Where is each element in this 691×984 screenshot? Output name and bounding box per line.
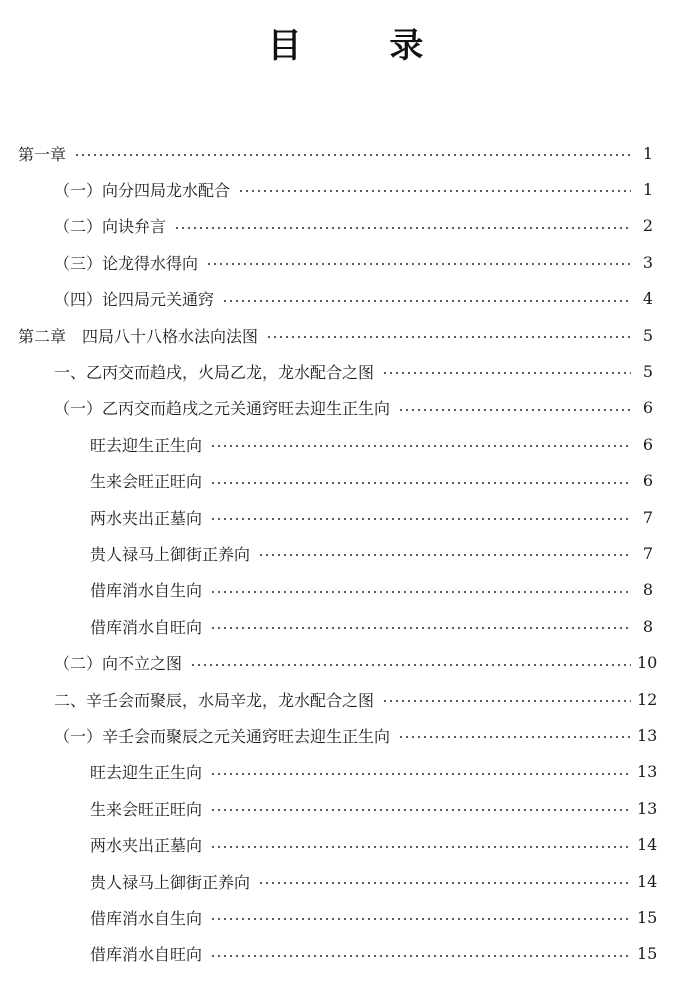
toc-entry-page: 15 xyxy=(637,944,658,964)
dot-leader xyxy=(210,955,631,957)
dot-leader xyxy=(210,518,631,520)
toc-entry-label: 贵人禄马上御街正养向 xyxy=(90,872,251,892)
toc-entry-label: （一）乙丙交而趋戌之元关通窍旺去迎生正生向 xyxy=(54,399,391,419)
toc-entry-label: 第一章 xyxy=(18,144,67,164)
toc-entry-page: 6 xyxy=(642,434,653,454)
dot-leader xyxy=(210,918,631,920)
dot-leader xyxy=(382,700,631,702)
page-title: 目 录 xyxy=(267,26,462,66)
dot-leader xyxy=(210,445,631,447)
toc-entry[interactable] xyxy=(0,353,691,389)
toc-entry[interactable] xyxy=(0,426,691,462)
toc-entry-label: 一、乙丙交而趋戌，火局乙龙，龙水配合之图 xyxy=(54,362,375,382)
toc-entry[interactable] xyxy=(0,936,691,972)
toc-entry[interactable] xyxy=(0,171,691,207)
toc-entry-page: 8 xyxy=(642,616,653,636)
dot-leader xyxy=(238,190,631,192)
toc-entry-page: 13 xyxy=(637,798,658,818)
toc-entry-label: 两水夹出正墓向 xyxy=(90,508,203,528)
toc-entry[interactable] xyxy=(0,390,691,426)
toc-entry-label: （一）辛壬会而聚辰之元关通窍旺去迎生正生向 xyxy=(54,726,391,746)
toc-entry[interactable] xyxy=(0,535,691,571)
toc-entry-page: 8 xyxy=(642,580,653,600)
toc-entry-label: 生来会旺正旺向 xyxy=(90,799,203,819)
dot-leader xyxy=(398,409,631,411)
toc-entry[interactable] xyxy=(0,645,691,681)
dot-leader xyxy=(210,591,631,593)
toc-entry[interactable] xyxy=(0,899,691,935)
dot-leader xyxy=(74,154,631,156)
toc-entry-page: 2 xyxy=(642,216,653,236)
toc-entry-label: （三）论龙得水得向 xyxy=(54,253,199,273)
toc-entry-label: 贵人禄马上御街正养向 xyxy=(90,544,251,564)
toc-entry-page: 4 xyxy=(642,289,653,309)
dot-leader xyxy=(222,300,631,302)
toc-entry-label: 二、辛壬会而聚辰，水局辛龙，龙水配合之图 xyxy=(54,690,375,710)
toc-entry[interactable] xyxy=(0,790,691,826)
toc-entry-page: 10 xyxy=(637,653,658,673)
toc-entry[interactable] xyxy=(0,681,691,717)
toc-entry-label: （四）论四局元关通窍 xyxy=(54,290,215,310)
toc-entry[interactable] xyxy=(0,135,691,171)
toc-entry[interactable] xyxy=(0,827,691,863)
toc-entry-page: 13 xyxy=(637,725,658,745)
toc-entry-page: 5 xyxy=(642,361,653,381)
toc-entry-label: （二）向诀弁言 xyxy=(54,217,167,237)
toc-entry[interactable] xyxy=(0,317,691,353)
dot-leader xyxy=(174,227,631,229)
dot-leader xyxy=(382,372,631,374)
toc-entry[interactable] xyxy=(0,754,691,790)
toc-entry[interactable] xyxy=(0,572,691,608)
toc-entry[interactable] xyxy=(0,463,691,499)
dot-leader xyxy=(398,736,631,738)
toc-entry-page: 6 xyxy=(642,398,653,418)
toc-entry-page: 7 xyxy=(642,507,653,527)
toc-entry-label: 借库消水自旺向 xyxy=(90,945,203,965)
toc-entry-label: 第二章 四局八十八格水法向法图 xyxy=(18,326,259,346)
dot-leader xyxy=(210,627,631,629)
toc-entry-label: （一）向分四局龙水配合 xyxy=(54,180,231,200)
toc-entry-page: 6 xyxy=(642,471,653,491)
toc-entry-page: 3 xyxy=(642,252,653,272)
toc-entry[interactable] xyxy=(0,244,691,280)
dot-leader xyxy=(206,263,631,265)
toc-entry-page: 14 xyxy=(637,871,658,891)
toc-entry-label: 借库消水自生向 xyxy=(90,908,203,928)
toc-entry-page: 14 xyxy=(637,835,658,855)
dot-leader xyxy=(210,773,631,775)
dot-leader xyxy=(210,482,631,484)
toc-entry-page: 1 xyxy=(642,179,653,199)
toc-entry-label: （二）向不立之图 xyxy=(54,654,183,674)
dot-leader xyxy=(258,554,631,556)
dot-leader xyxy=(266,336,631,338)
toc-entry-page: 15 xyxy=(637,907,658,927)
toc-entry-page: 1 xyxy=(642,143,653,163)
toc-entry-label: 两水夹出正墓向 xyxy=(90,836,203,856)
toc-entry[interactable] xyxy=(0,863,691,899)
toc-entry[interactable] xyxy=(0,608,691,644)
toc-entry-page: 5 xyxy=(642,325,653,345)
toc-entry-label: 借库消水自旺向 xyxy=(90,617,203,637)
dot-leader xyxy=(258,882,631,884)
toc-entry-label: 借库消水自生向 xyxy=(90,581,203,601)
toc-entry-page: 7 xyxy=(642,543,653,563)
toc-entry-label: 旺去迎生正生向 xyxy=(90,435,203,455)
toc-entry[interactable] xyxy=(0,281,691,317)
dot-leader xyxy=(190,664,631,666)
toc-entry-label: 旺去迎生正生向 xyxy=(90,763,203,783)
toc-entry-page: 13 xyxy=(637,762,658,782)
toc-entry[interactable] xyxy=(0,717,691,753)
dot-leader xyxy=(210,809,631,811)
toc-entry-page: 12 xyxy=(637,689,658,709)
dot-leader xyxy=(210,846,631,848)
toc-entry-label: 生来会旺正旺向 xyxy=(90,472,203,492)
toc-entry[interactable] xyxy=(0,499,691,535)
toc-entry[interactable] xyxy=(0,208,691,244)
